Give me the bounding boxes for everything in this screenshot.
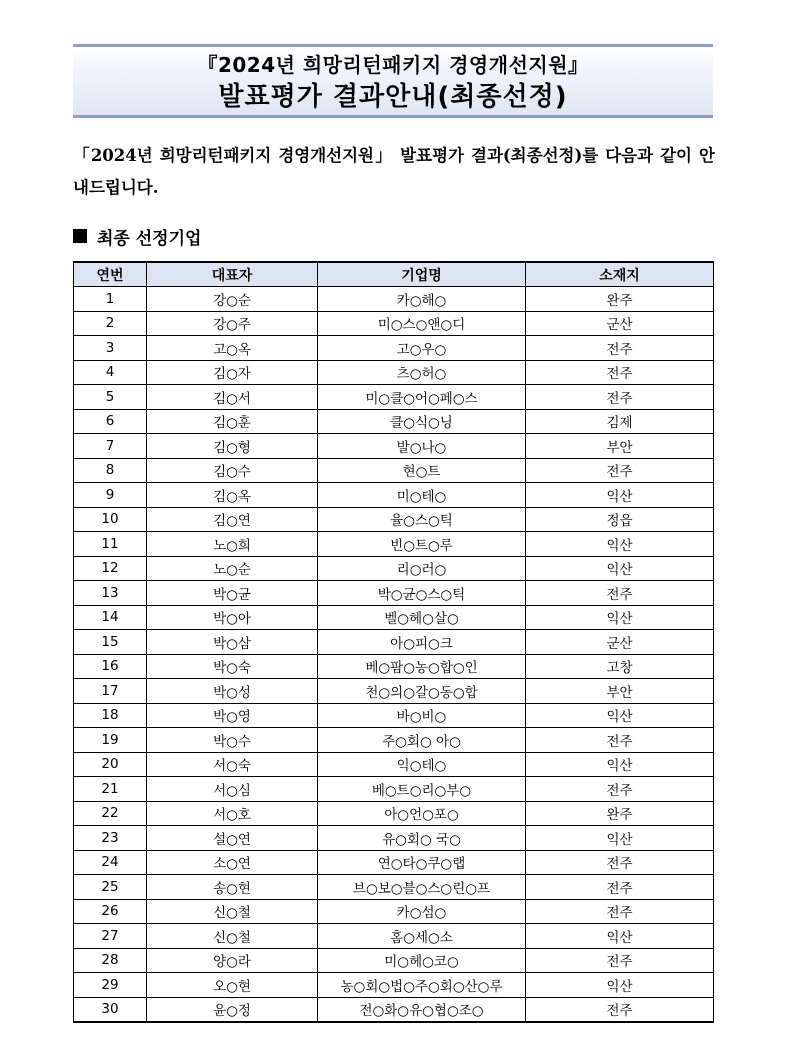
cell-number: 4 (74, 360, 147, 385)
cell-representative: 윤○정 (147, 997, 318, 1022)
table-row (74, 581, 714, 606)
table-row (74, 752, 714, 777)
cell-location: 부안 (526, 679, 714, 704)
cell-number: 29 (74, 973, 147, 998)
cell-representative: 설○연 (147, 826, 318, 851)
cell-company: 카○해○ (318, 287, 526, 312)
cell-company: 빈○트○루 (318, 532, 526, 557)
cell-location: 부안 (526, 434, 714, 459)
cell-number: 18 (74, 703, 147, 728)
cell-location: 전주 (526, 385, 714, 410)
cell-representative: 소○연 (147, 850, 318, 875)
cell-company: 미○테○ (318, 483, 526, 508)
cell-representative: 김○서 (147, 385, 318, 410)
cell-company: 현○트 (318, 458, 526, 483)
cell-number: 26 (74, 899, 147, 924)
cell-company: 브○보○블○스○린○프 (318, 875, 526, 900)
cell-representative: 오○현 (147, 973, 318, 998)
cell-representative: 강○주 (147, 311, 318, 336)
cell-representative: 김○연 (147, 507, 318, 532)
table-row (74, 409, 714, 434)
column-header-company: 기업명 (318, 262, 526, 287)
cell-representative: 김○형 (147, 434, 318, 459)
title-banner (73, 44, 713, 118)
cell-location: 전주 (526, 581, 714, 606)
cell-company: 고○우○ (318, 336, 526, 361)
cell-representative: 김○옥 (147, 483, 318, 508)
cell-representative: 노○순 (147, 556, 318, 581)
cell-number: 11 (74, 532, 147, 557)
cell-number: 16 (74, 654, 147, 679)
cell-representative: 서○호 (147, 801, 318, 826)
cell-company: 바○비○ (318, 703, 526, 728)
cell-company: 연○타○쿠○랩 (318, 850, 526, 875)
cell-company: 발○나○ (318, 434, 526, 459)
cell-location: 군산 (526, 630, 714, 655)
cell-representative: 신○철 (147, 899, 318, 924)
column-header-representative: 대표자 (147, 262, 318, 287)
cell-location: 전주 (526, 458, 714, 483)
table-row (74, 287, 714, 312)
table-body (74, 287, 714, 1023)
cell-number: 27 (74, 924, 147, 949)
cell-location: 익산 (526, 605, 714, 630)
cell-representative: 신○철 (147, 924, 318, 949)
cell-representative: 서○심 (147, 777, 318, 802)
table-row (74, 826, 714, 851)
table-row (74, 679, 714, 704)
cell-number: 5 (74, 385, 147, 410)
cell-number: 30 (74, 997, 147, 1022)
table-row (74, 532, 714, 557)
table-row (74, 458, 714, 483)
cell-number: 6 (74, 409, 147, 434)
cell-company: 박○균○스○틱 (318, 581, 526, 606)
cell-number: 24 (74, 850, 147, 875)
cell-company: 유○회○ 국○ (318, 826, 526, 851)
cell-representative: 박○숙 (147, 654, 318, 679)
cell-number: 9 (74, 483, 147, 508)
table-row (74, 777, 714, 802)
cell-location: 고창 (526, 654, 714, 679)
table-row (74, 801, 714, 826)
section-heading (73, 222, 201, 250)
cell-company: 전○화○유○협○조○ (318, 997, 526, 1022)
cell-representative: 박○아 (147, 605, 318, 630)
cell-company: 농○회○법○주○회○산○루 (318, 973, 526, 998)
selected-companies-table (73, 261, 714, 1023)
table-row (74, 875, 714, 900)
table-row (74, 899, 714, 924)
cell-location: 완주 (526, 801, 714, 826)
cell-number: 7 (74, 434, 147, 459)
cell-representative: 박○균 (147, 581, 318, 606)
cell-company: 클○식○닝 (318, 409, 526, 434)
cell-location: 익산 (526, 924, 714, 949)
cell-company: 미○헤○코○ (318, 948, 526, 973)
table-row (74, 483, 714, 508)
cell-company: 벨○헤○살○ (318, 605, 526, 630)
cell-representative: 박○성 (147, 679, 318, 704)
cell-company: 율○스○틱 (318, 507, 526, 532)
table-row (74, 997, 714, 1022)
cell-representative: 서○숙 (147, 752, 318, 777)
cell-representative: 김○수 (147, 458, 318, 483)
table-row (74, 654, 714, 679)
table-row (74, 973, 714, 998)
table-row (74, 948, 714, 973)
cell-location: 전주 (526, 728, 714, 753)
cell-location: 익산 (526, 483, 714, 508)
cell-number: 8 (74, 458, 147, 483)
cell-number: 14 (74, 605, 147, 630)
cell-location: 전주 (526, 850, 714, 875)
cell-company: 츠○허○ (318, 360, 526, 385)
table-row (74, 605, 714, 630)
cell-number: 12 (74, 556, 147, 581)
table-row (74, 850, 714, 875)
cell-company: 주○회○ 아○ (318, 728, 526, 753)
cell-number: 28 (74, 948, 147, 973)
cell-number: 19 (74, 728, 147, 753)
table-header-row (74, 262, 714, 287)
cell-location: 전주 (526, 997, 714, 1022)
cell-number: 20 (74, 752, 147, 777)
cell-location: 익산 (526, 556, 714, 581)
cell-number: 17 (74, 679, 147, 704)
cell-number: 22 (74, 801, 147, 826)
table-row (74, 360, 714, 385)
cell-company: 아○피○크 (318, 630, 526, 655)
cell-number: 13 (74, 581, 147, 606)
cell-representative: 박○영 (147, 703, 318, 728)
cell-number: 1 (74, 287, 147, 312)
section-title: 최종 선정기업 (97, 228, 202, 249)
table-row (74, 311, 714, 336)
cell-representative: 김○훈 (147, 409, 318, 434)
cell-number: 2 (74, 311, 147, 336)
column-header-location: 소재지 (526, 262, 714, 287)
table-row (74, 507, 714, 532)
cell-location: 전주 (526, 875, 714, 900)
cell-representative: 노○희 (147, 532, 318, 557)
intro-paragraph: 「2024년 희망리턴패키지 경영개선지원」 발표평가 결과(최종선정)를 다음과 같이 안내드립니다. (73, 146, 715, 197)
cell-location: 전주 (526, 777, 714, 802)
table-row (74, 385, 714, 410)
table-row (74, 630, 714, 655)
table-row (74, 556, 714, 581)
cell-representative: 고○옥 (147, 336, 318, 361)
document-title-main: 발표평가 결과안내(최종선정) (218, 82, 568, 112)
cell-number: 21 (74, 777, 147, 802)
cell-representative: 강○순 (147, 287, 318, 312)
cell-representative: 양○라 (147, 948, 318, 973)
table-row (74, 703, 714, 728)
cell-location: 완주 (526, 287, 714, 312)
cell-company: 익○테○ (318, 752, 526, 777)
cell-location: 군산 (526, 311, 714, 336)
cell-company: 홈○세○소 (318, 924, 526, 949)
cell-company: 아○언○포○ (318, 801, 526, 826)
cell-representative: 김○자 (147, 360, 318, 385)
cell-company: 베○트○리○부○ (318, 777, 526, 802)
table-row (74, 434, 714, 459)
cell-representative: 송○현 (147, 875, 318, 900)
cell-location: 전주 (526, 336, 714, 361)
cell-company: 리○러○ (318, 556, 526, 581)
table-row (74, 728, 714, 753)
cell-number: 15 (74, 630, 147, 655)
cell-number: 3 (74, 336, 147, 361)
cell-location: 익산 (526, 752, 714, 777)
cell-company: 베○팜○농○합○인 (318, 654, 526, 679)
column-header-number: 연번 (74, 262, 147, 287)
cell-number: 25 (74, 875, 147, 900)
cell-company: 미○스○앤○디 (318, 311, 526, 336)
cell-location: 익산 (526, 532, 714, 557)
cell-number: 10 (74, 507, 147, 532)
cell-location: 김제 (526, 409, 714, 434)
cell-location: 익산 (526, 826, 714, 851)
document-title-program: 『2024년 희망리턴패키지 경영개선지원』 (197, 53, 589, 77)
cell-location: 전주 (526, 360, 714, 385)
cell-representative: 박○수 (147, 728, 318, 753)
table-row (74, 924, 714, 949)
cell-company: 미○클○어○페○스 (318, 385, 526, 410)
cell-company: 카○섬○ (318, 899, 526, 924)
black-square-bullet-icon (73, 229, 87, 243)
cell-location: 전주 (526, 899, 714, 924)
cell-number: 23 (74, 826, 147, 851)
cell-location: 전주 (526, 948, 714, 973)
cell-location: 정읍 (526, 507, 714, 532)
cell-location: 익산 (526, 703, 714, 728)
cell-representative: 박○삼 (147, 630, 318, 655)
table-row (74, 336, 714, 361)
cell-company: 천○의○갈○동○합 (318, 679, 526, 704)
cell-location: 익산 (526, 973, 714, 998)
